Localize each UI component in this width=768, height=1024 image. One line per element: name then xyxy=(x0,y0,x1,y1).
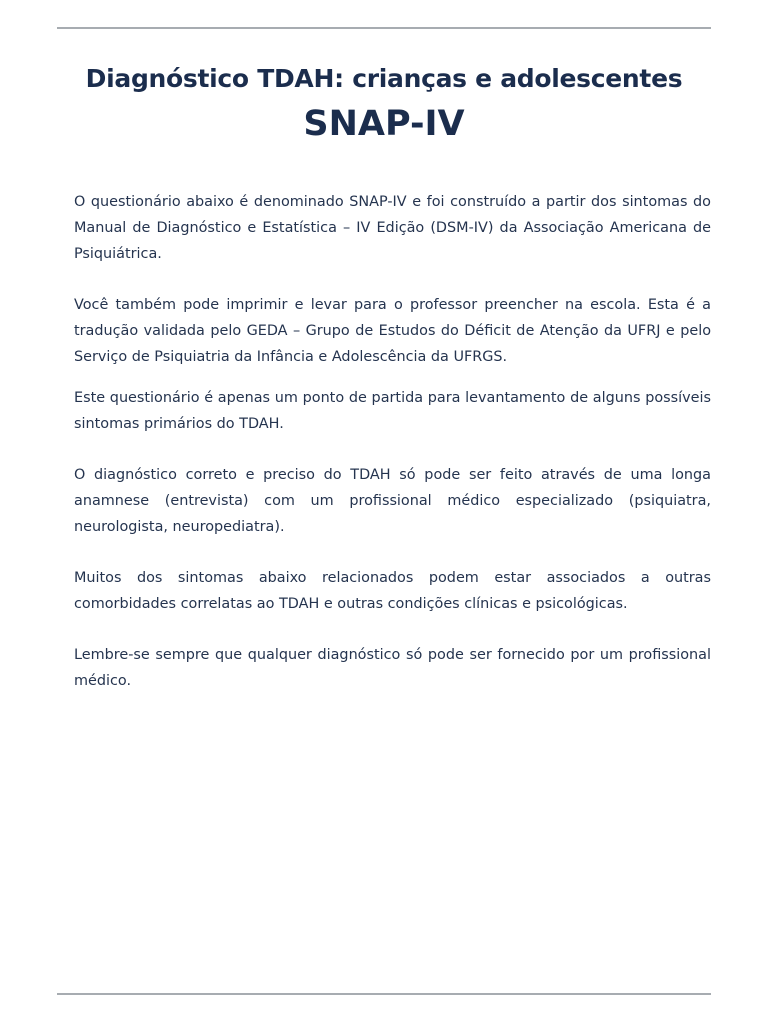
paragraph-print-for-teacher: Você também pode imprimir e levar para o professor preencher na escola. Esta é a tradução validada pelo GEDA – Grupo de Estudos do Déficit de Atenção da UFRJ e pelo Serviço de Psiquiatria da Infância e Adolescência da UFRGS. xyxy=(74,297,711,365)
paragraph-intro: O questionário abaixo é denominado SNAP-IV e foi construído a partir dos sintomas do Manual de Diagnóstico e Estatística – IV Edição (DSM-IV) da Associação Americana de Psiquiátrica. xyxy=(74,194,711,262)
document-body xyxy=(74,189,711,694)
page-title: Diagnóstico TDAH: crianças e adolescentes xyxy=(85,64,683,93)
paragraph-reminder: Lembre-se sempre que qualquer diagnóstico só pode ser fornecido por um profissional médico. xyxy=(74,647,711,689)
top-divider xyxy=(57,27,711,29)
paragraph-diagnosis: O diagnóstico correto e preciso do TDAH só pode ser feito através de uma longa anamnese (entrevista) com um profissional médico especializado (psiquiatra, neurologista, neuropediatra). xyxy=(74,467,711,535)
paragraph-starting-point: Este questionário é apenas um ponto de partida para levantamento de alguns possíveis sintomas primários do TDAH. xyxy=(74,390,711,432)
document-header xyxy=(57,62,711,148)
bottom-divider xyxy=(57,993,711,995)
paragraph-comorbidities: Muitos dos sintomas abaixo relacionados podem estar associados a outras comorbidades correlatas ao TDAH e outras condições clínicas e psicológicas. xyxy=(74,570,711,612)
page-subtitle: SNAP-IV xyxy=(303,104,465,144)
